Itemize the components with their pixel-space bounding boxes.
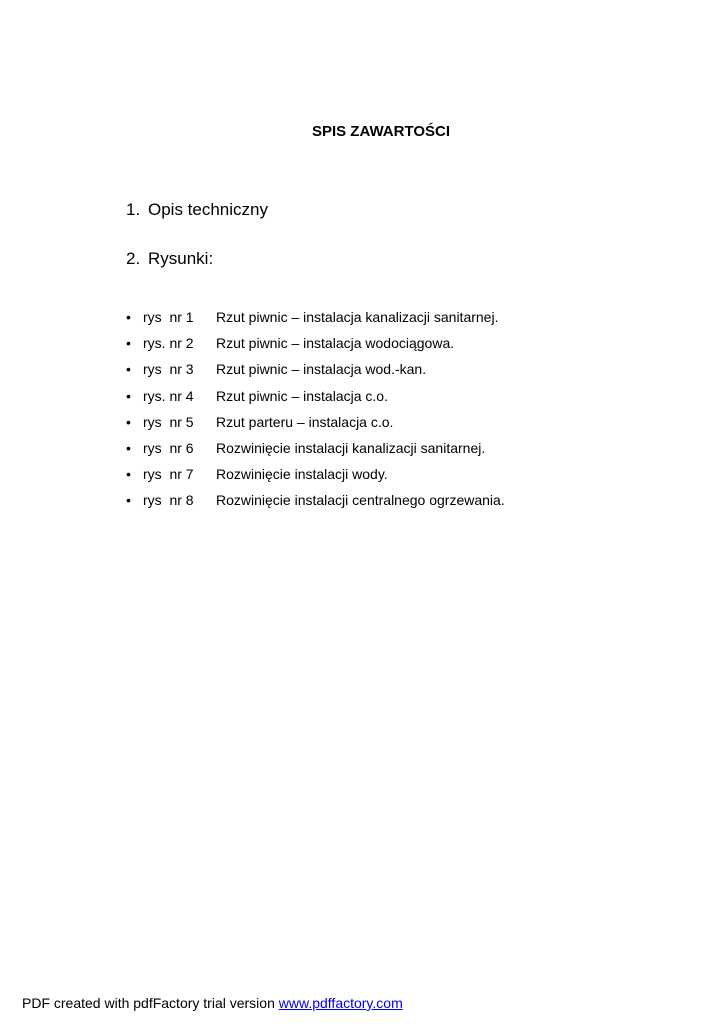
drawing-description: Rzut piwnic – instalacja c.o.: [216, 387, 388, 404]
drawing-description: Rozwinięcie instalacji centralnego ogrzewania.: [216, 492, 505, 509]
section-rysunki: [126, 249, 213, 269]
bullet-icon: •: [126, 309, 131, 325]
bullet-icon: •: [126, 492, 131, 509]
section-number: 1.: [126, 200, 141, 219]
drawing-number: rys nr 8: [143, 492, 194, 509]
bullet-icon: •: [126, 466, 131, 483]
drawing-number: rys. nr 2: [143, 335, 194, 352]
drawing-description: Rzut piwnic – instalacja kanalizacji sanitarnej.: [216, 309, 499, 325]
drawing-number: rys. nr 4: [143, 387, 194, 404]
drawing-number: rys nr 6: [143, 439, 194, 456]
drawing-number: rys nr 1: [143, 309, 194, 325]
bullet-icon: •: [126, 387, 131, 404]
section-opis-techniczny: [126, 200, 268, 220]
section-number: 2.: [126, 249, 141, 268]
bullet-icon: •: [126, 335, 131, 352]
bullet-icon: •: [126, 413, 131, 430]
document-title: SPIS ZAWARTOŚCI: [311, 123, 451, 140]
section-label: Rysunki:: [148, 249, 214, 268]
pdffactory-link[interactable]: www.pdffactory.com: [278, 995, 403, 1011]
section-label: Opis techniczny: [148, 200, 268, 219]
drawing-description: Rzut piwnic – instalacja wodociągowa.: [216, 335, 455, 352]
drawing-description: Rzut piwnic – instalacja wod.-kan.: [216, 361, 427, 378]
drawing-number: rys nr 7: [143, 466, 194, 483]
drawing-number: rys nr 5: [143, 413, 194, 430]
drawing-description: Rzut parteru – instalacja c.o.: [216, 413, 394, 430]
drawing-number: rys nr 3: [143, 361, 194, 378]
pdf-footer: [22, 995, 403, 1012]
drawing-description: Rozwinięcie instalacji wody.: [216, 466, 388, 483]
bullet-icon: •: [126, 439, 131, 456]
footer-text: PDF created with pdfFactory trial version: [22, 995, 279, 1011]
bullet-icon: •: [126, 361, 131, 378]
drawing-description: Rozwinięcie instalacji kanalizacji sanitarnej.: [216, 439, 486, 456]
